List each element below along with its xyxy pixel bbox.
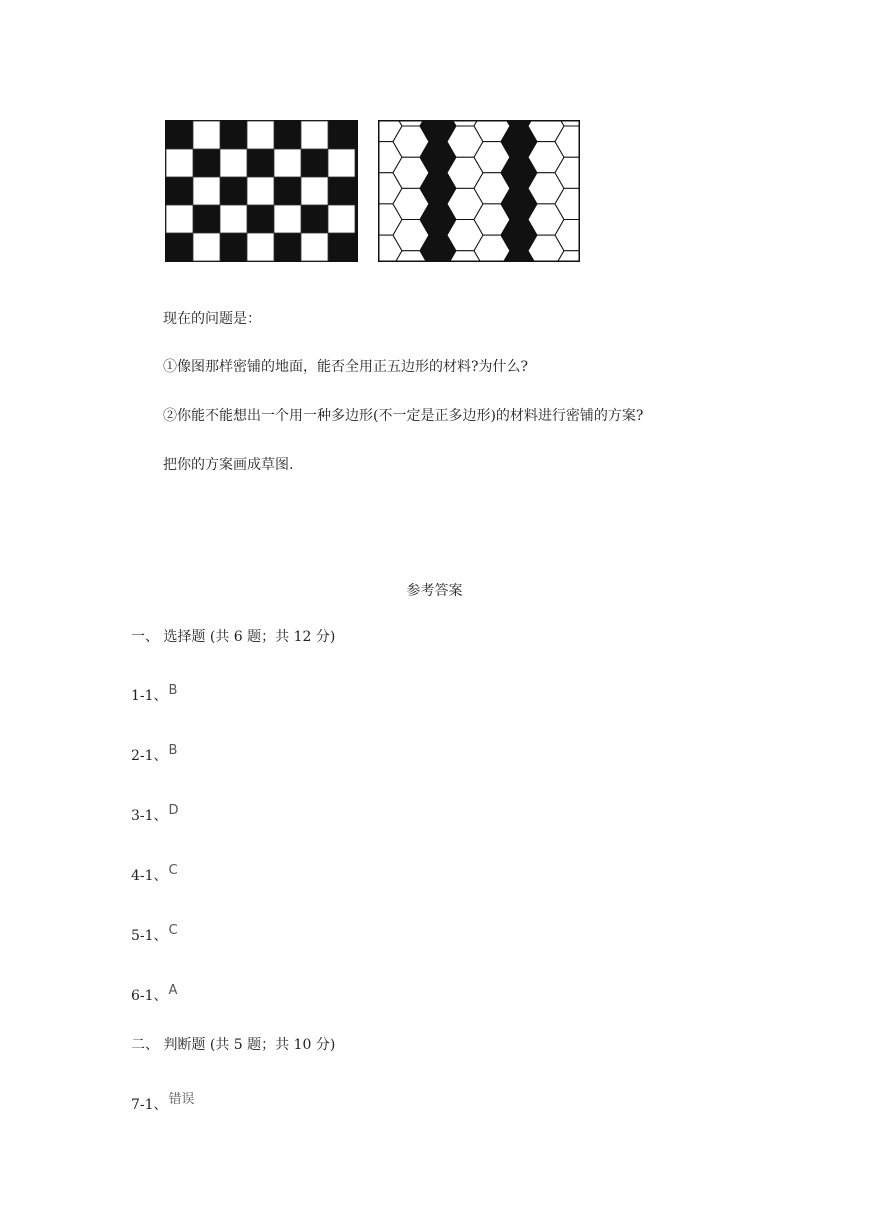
white-square-tile — [220, 149, 247, 177]
white-square-tile — [247, 121, 274, 149]
white-square-tile — [274, 205, 301, 233]
answer-value: C — [168, 863, 178, 878]
answer-label: 3-1、 — [131, 808, 168, 824]
answer-label: 2-1、 — [131, 748, 168, 764]
white-square-tile — [328, 149, 355, 177]
hexagon-tiling-figure — [378, 120, 580, 262]
white-square-tile — [274, 149, 301, 177]
white-square-tile — [328, 205, 355, 233]
answer-value: A — [168, 983, 178, 998]
answer-value: B — [168, 743, 178, 758]
answer-label: 5-1、 — [131, 928, 168, 944]
white-square-tile — [220, 205, 247, 233]
answer-item — [131, 983, 178, 1007]
answer-value: D — [168, 803, 179, 818]
answer-item — [131, 923, 178, 947]
answer-label: 1-1、 — [131, 688, 168, 704]
answer-item — [131, 863, 178, 887]
white-square-tile — [193, 177, 220, 205]
white-square-tile — [193, 233, 220, 261]
question-2: ②你能不能想出一个用一种多边形(不一定是正多边形)的材料进行密铺的方案? — [163, 408, 644, 424]
answer-label: 7-1、 — [131, 1097, 168, 1113]
white-square-tile — [301, 233, 328, 261]
answer-value: C — [168, 923, 178, 938]
white-square-tile — [166, 149, 193, 177]
question-1: ①像图那样密铺的地面，能否全用正五边形的材料?为什么? — [163, 359, 529, 375]
white-square-tile — [301, 121, 328, 149]
question-intro: 现在的问题是： — [163, 311, 261, 327]
answer-item — [131, 1092, 195, 1116]
question-3: 把你的方案画成草图. — [163, 457, 294, 473]
white-square-tile — [247, 233, 274, 261]
answer-label: 6-1、 — [131, 988, 168, 1004]
white-square-tile — [193, 121, 220, 149]
section-2-heading: 二、 判断题 (共 5 题；共 10 分) — [131, 1037, 336, 1053]
square-tiling-figure — [165, 120, 358, 262]
answer-item — [131, 803, 179, 827]
white-square-tile — [301, 177, 328, 205]
answer-value: B — [168, 683, 178, 698]
answer-value: 错误 — [168, 1092, 195, 1107]
answer-item — [131, 683, 178, 707]
white-square-tile — [247, 177, 274, 205]
tiling-figures — [165, 120, 585, 262]
answer-label: 4-1、 — [131, 868, 168, 884]
answer-item — [131, 743, 178, 767]
section-1-heading: 一、 选择题 (共 6 题；共 12 分) — [131, 629, 336, 645]
answers-title: 参考答案 — [406, 583, 463, 599]
white-square-tile — [166, 205, 193, 233]
